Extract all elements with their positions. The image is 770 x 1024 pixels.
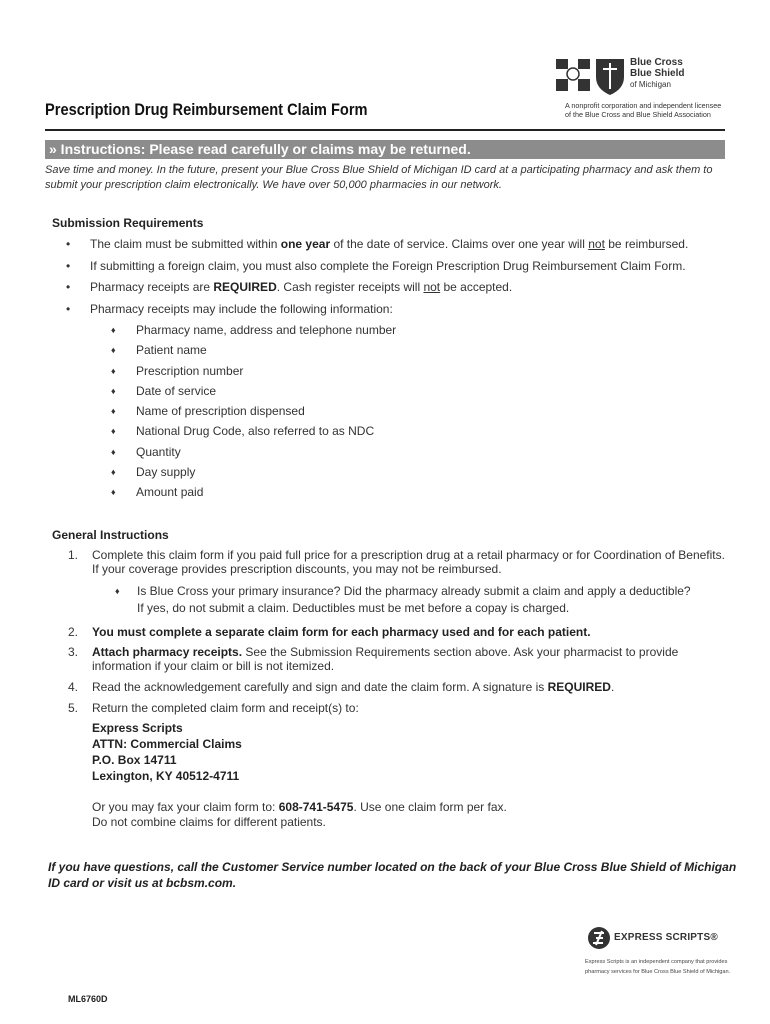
express-scripts-icon xyxy=(587,926,611,950)
instruction-item-5: 5. Return the completed claim form and receipt(s) to: xyxy=(68,701,359,715)
title-divider xyxy=(45,129,725,131)
general-title: General Instructions xyxy=(52,528,169,542)
instruction-sub-item: ♦ Is Blue Cross your primary insurance? Did the pharmacy already submit a claim and apply a deductible? If yes, do not submit a claim. Deductibles must be met before a copay is charged. xyxy=(115,584,691,615)
list-item: ♦ Day supply xyxy=(111,465,196,480)
instruction-item-2: 2. You must complete a separate claim form for each pharmacy used and for each patient. xyxy=(68,625,591,639)
list-item: ♦ Amount paid xyxy=(111,485,204,500)
list-item: • If submitting a foreign claim, you must also complete the Foreign Prescription Drug Reimbursement Claim Form. xyxy=(66,258,686,273)
cross-shield-icon xyxy=(556,55,626,95)
instruction-item-4: 4. Read the acknowledgement carefully and sign and date the claim form. A signature is REQUIRED. xyxy=(68,680,615,694)
list-item: ♦ Patient name xyxy=(111,343,207,358)
express-scripts-note: Express Scripts is an independent company that provides pharmacy services for Blue Cross Blue Shield of Michigan. xyxy=(585,959,731,975)
list-item: ♦ Prescription number xyxy=(111,363,244,378)
mailing-address: Express Scripts ATTN: Commercial Claims P.O. Box 14711 Lexington, KY 40512-4711 xyxy=(92,721,242,783)
list-item: ♦ Pharmacy name, address and telephone number xyxy=(111,323,397,337)
submission-title: Submission Requirements xyxy=(52,216,204,230)
express-scripts-name: EXPRESS SCRIPTS® xyxy=(614,932,718,943)
list-item: • Pharmacy receipts may include the following information: xyxy=(66,301,393,316)
intro-text: Save time and money. In the future, present your Blue Cross Blue Shield of Michigan ID card at a participating pharmacy and ask them to submit your prescription claim electronically. We have over 50,000 pharmacies in our network. xyxy=(45,164,713,191)
licensee-text: A nonprofit corporation and independent licensee of the Blue Cross and Blue Shield Association xyxy=(565,101,722,119)
page-title: Prescription Drug Reimbursement Claim Form xyxy=(45,100,368,119)
form-code: ML6760D xyxy=(68,994,108,1004)
list-item: ♦ National Drug Code, also referred to as NDC xyxy=(111,424,375,439)
requirements-list xyxy=(62,237,742,323)
receipt-info-list xyxy=(110,323,396,506)
list-item: ♦ Name of prescription dispensed xyxy=(111,404,305,419)
list-item: ♦ Date of service xyxy=(111,383,217,398)
instruction-item-3: 3. Attach pharmacy receipts. See the Submission Requirements section above. Ask your pharmacist to provide information if your claim or bill is not itemized. xyxy=(68,645,679,673)
questions-note: If you have questions, call the Customer Service number located on the back of your Blue Cross Blue Shield of Michigan ID card or visit us at bcbsm.com. xyxy=(48,860,737,890)
list-item: • Pharmacy receipts are REQUIRED. Cash register receipts will not be accepted. xyxy=(66,280,513,294)
brand-name: Blue Cross Blue Shield of Michigan xyxy=(630,57,685,89)
list-item: ♦ Quantity xyxy=(111,444,181,459)
instructions-banner: » Instructions: Please read carefully or claims may be returned. xyxy=(45,140,725,159)
fax-instructions: Or you may fax your claim form to: 608-741-5475. Use one claim form per fax. Do not combine claims for different patients. xyxy=(92,800,507,829)
instruction-item-1: 1. Complete this claim form if you paid full price for a prescription drug at a retail pharmacy or for Coordination of Benefits. If your coverage provides prescription discounts, you may not be reimbursed. xyxy=(68,548,725,576)
express-scripts-logo xyxy=(587,926,611,955)
list-item: • The claim must be submitted within one year of the date of service. Claims over one year will not be reimbursed. xyxy=(66,237,689,251)
